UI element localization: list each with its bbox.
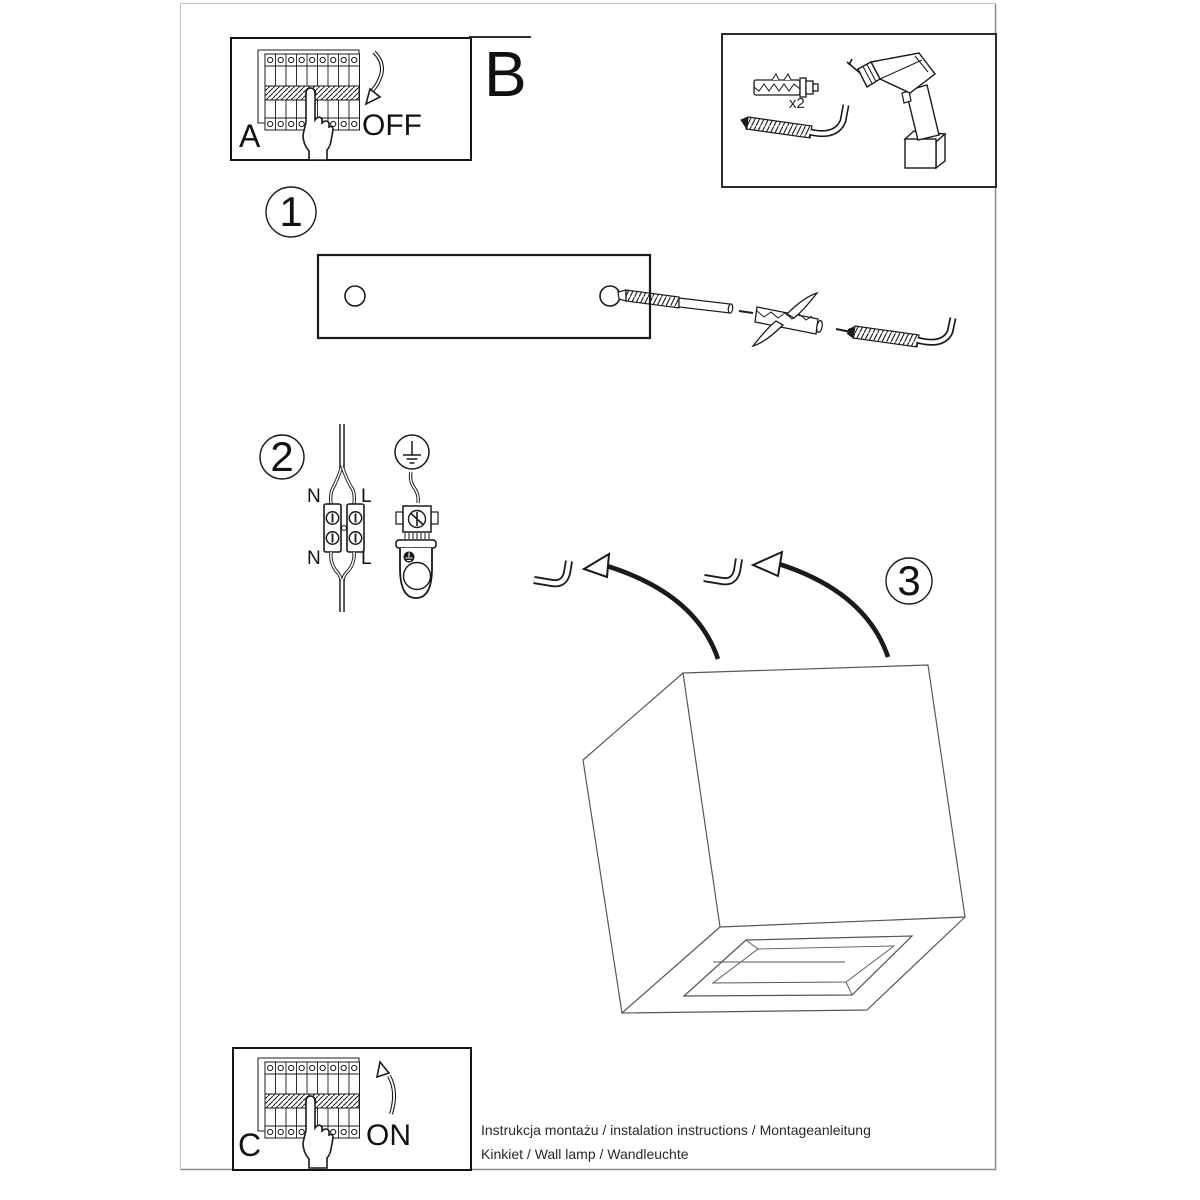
section-b-label: B — [484, 38, 527, 110]
section-c-box — [233, 1048, 471, 1170]
wire-label-n-top: N — [307, 486, 321, 507]
hook-screw-icon — [704, 559, 739, 581]
earth-symbol-icon — [395, 435, 429, 469]
hook-screw-icon — [534, 561, 569, 583]
off-label: OFF — [362, 109, 422, 142]
lamp-holder-icon — [396, 472, 438, 598]
step3-number: 3 — [897, 557, 921, 605]
step2-number: 2 — [270, 433, 294, 481]
step1-group — [266, 187, 953, 347]
step1-number: 1 — [279, 188, 303, 236]
wire-label-l-top: L — [361, 486, 372, 507]
anchor-qty-label: x2 — [789, 95, 805, 112]
footer-title-line1: Instrukcja montażu / instalation instructions / Montageanleitung — [481, 1122, 871, 1138]
on-label: ON — [366, 1119, 411, 1152]
section-a-label: A — [239, 118, 261, 154]
footer-title-line2: Kinkiet / Wall lamp / Wandleuchte — [481, 1146, 689, 1162]
step3-group — [534, 552, 965, 1013]
wire-label-n-bottom: N — [307, 548, 321, 569]
parts-box — [722, 34, 996, 187]
wire-label-l-bottom: L — [361, 548, 372, 569]
cube-lamp-icon — [583, 665, 965, 1013]
curved-arrow-icon — [584, 554, 718, 659]
mounting-plate-icon — [318, 255, 650, 338]
curved-arrow-icon — [753, 552, 888, 657]
hook-screw-icon — [847, 318, 953, 347]
wall-plug-icon — [753, 293, 823, 346]
section-c-label: C — [238, 1127, 262, 1163]
terminal-block-icon — [324, 424, 364, 612]
assembly-dash — [739, 311, 753, 313]
